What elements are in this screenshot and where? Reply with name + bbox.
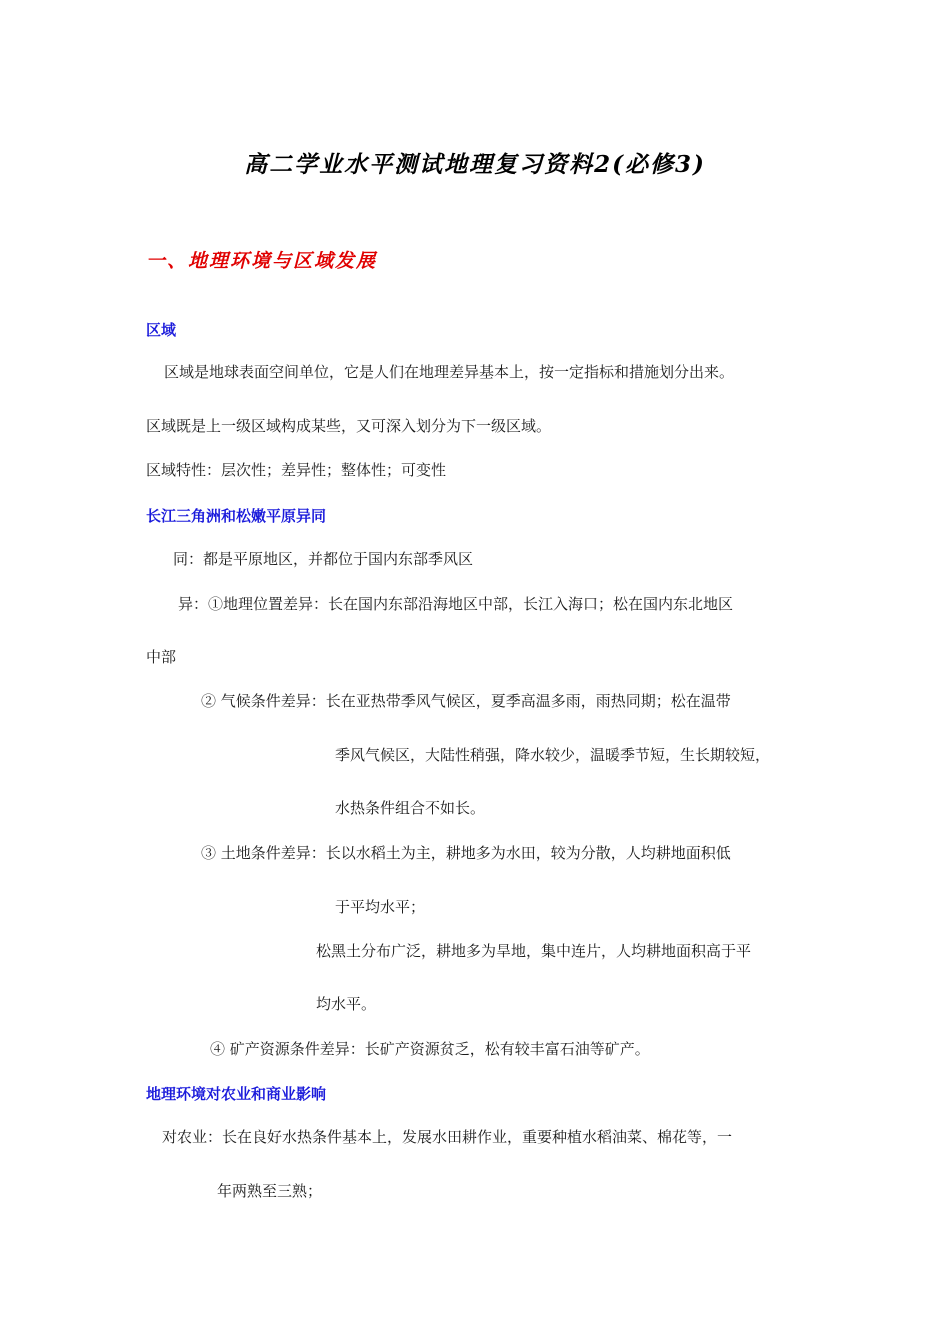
comparison-diff-land-cont2: 松黑土分布广泛，耕地多为旱地，集中连片，人均耕地面积高于平 [316,942,752,960]
comparison-diff-land-cont3: 均水平。 [316,995,377,1013]
subheading-region: 区域 [146,321,177,339]
document-title: 高二学业水平测试地理复习资料2(必修3) [244,151,706,178]
subheading-influence: 地理环境对农业和商业影响 [146,1085,327,1103]
comparison-diff-land-cont1: 于平均水平； [335,898,426,916]
influence-agriculture-cont: 年两熟至三熟； [217,1182,323,1200]
influence-agriculture: 对农业：长在良好水热条件基本上，发展水田耕作业，重要种植水稻油菜、棉花等，一 [162,1128,733,1146]
comparison-diff-climate: ② 气候条件差异：长在亚热带季风气候区，夏季高温多雨，雨热同期；松在温带 [201,692,731,710]
section-heading: 一、地理环境与区域发展 [146,250,378,272]
subheading-comparison: 长江三角洲和松嫩平原异同 [146,507,327,525]
comparison-diff-climate-cont1: 季风气候区，大陆性稍强，降水较少，温暖季节短，生长期较短， [335,746,771,764]
region-definition: 区域是地球表面空间单位，它是人们在地理差异基本上，按一定指标和措施划分出来。 [164,363,735,381]
comparison-same: 同：都是平原地区，并都位于国内东部季风区 [173,550,474,568]
comparison-diff-climate-cont2: 水热条件组合不如长。 [335,799,486,817]
comparison-diff-location: 异：①地理位置差异：长在国内东部沿海地区中部，长江入海口；松在国内东北地区 [178,595,734,613]
comparison-diff-minerals: ④ 矿产资源条件差异：长矿产资源贫乏，松有较丰富石油等矿产。 [210,1040,650,1058]
comparison-diff-location-cont: 中部 [146,648,177,666]
region-hierarchy: 区域既是上一级区域构成某些，又可深入划分为下一级区域。 [146,417,552,435]
region-characteristics: 区域特性：层次性；差异性；整体性；可变性 [146,461,447,479]
comparison-diff-land: ③ 土地条件差异：长以水稻土为主，耕地多为水田，较为分散，人均耕地面积低 [201,844,731,862]
